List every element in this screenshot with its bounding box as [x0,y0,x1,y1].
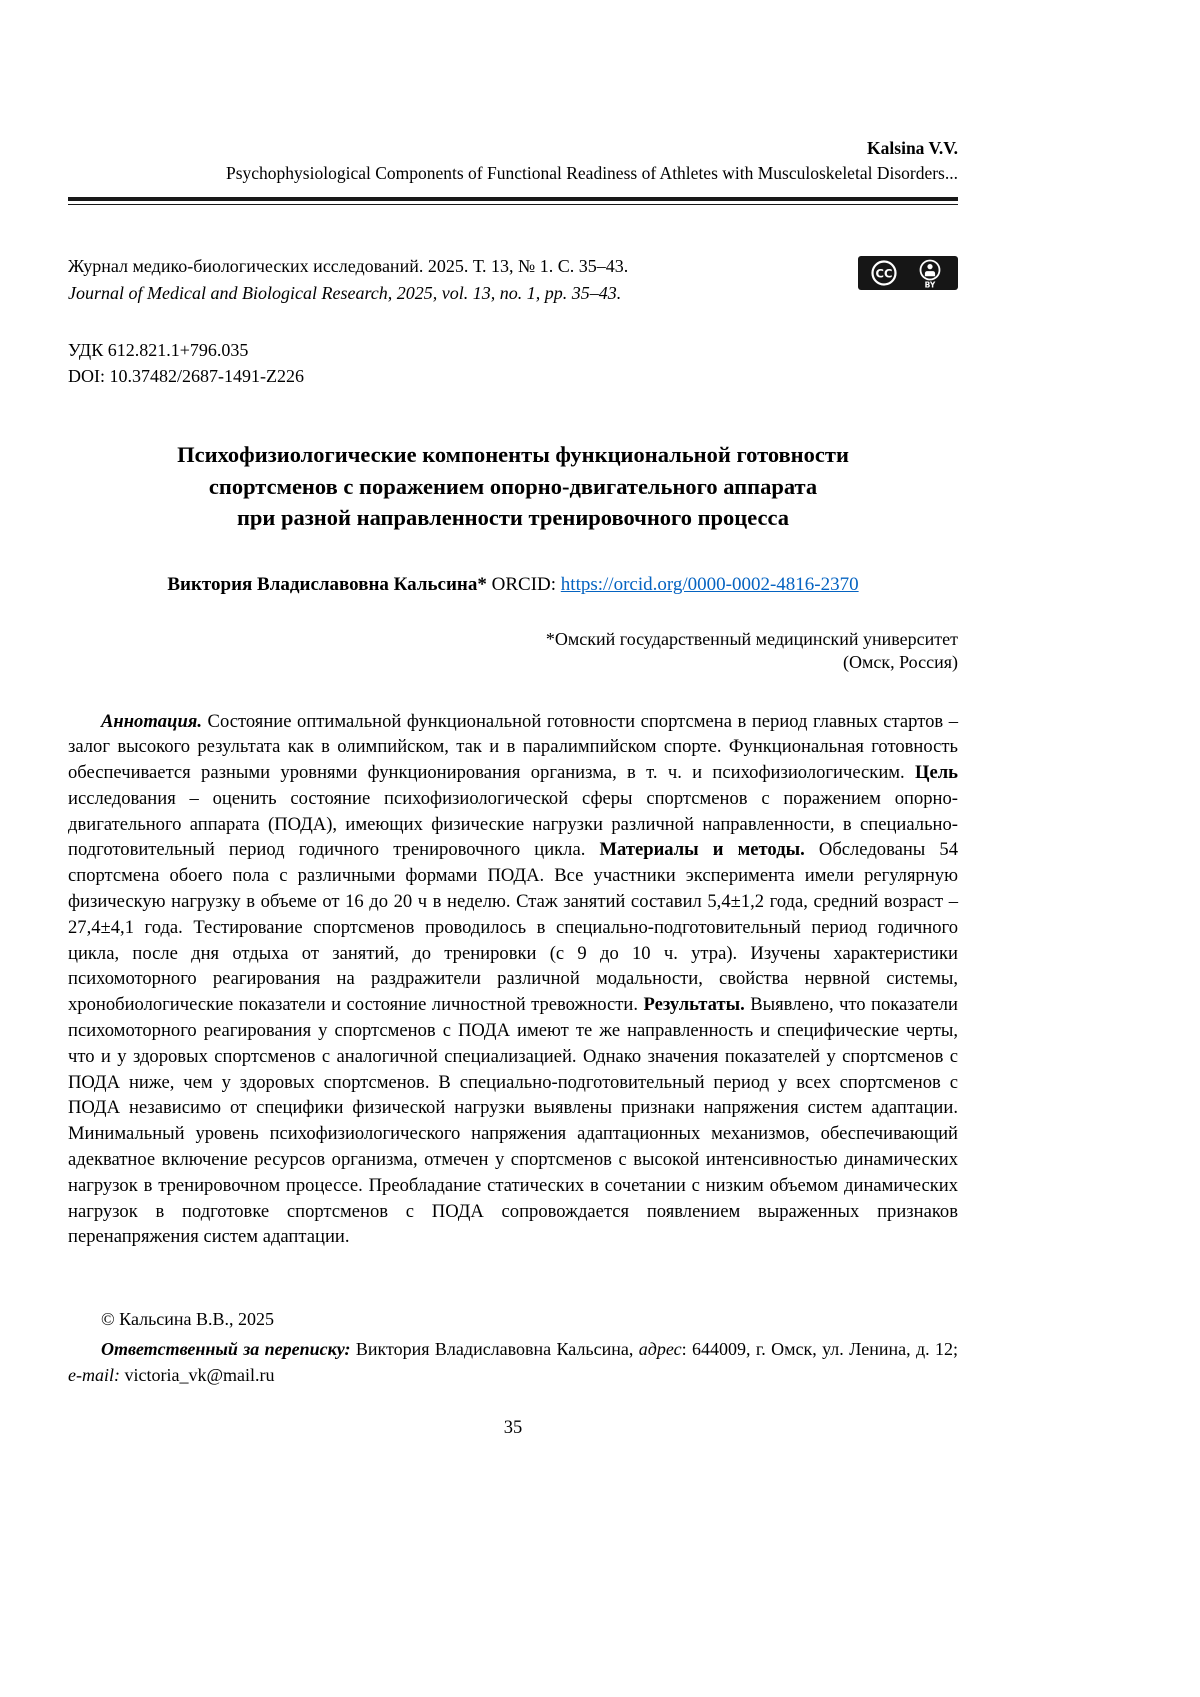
orcid-link[interactable]: https://orcid.org/0000-0002-4816-2370 [560,573,859,595]
cc-by-license-badge [858,256,958,290]
text-run: исследования – оценить состояние психофизиологической сферы спортсменов с поражением опорно-двигательного аппарата (ПОДА), имеющих физические нагрузки различной направленности, в специально-подготовительный период годичного тренировочного цикла. [68,787,958,861]
text-run: ORCID: [486,573,561,595]
citation-ru: Журнал медико-биологических исследований. 2025. Т. 13, № 1. С. 35–43. [68,256,629,276]
text-run: Материалы и методы. [599,839,805,861]
text-run: Аннотация. [101,710,203,732]
text-run: Виктория Владиславовна Кальсина* [167,573,487,595]
udk-line: УДК 612.821.1+796.035 [68,340,249,360]
by-label: BY [924,280,936,290]
text-run: Обследованы 54 спортсмена обоего пола с различными формами ПОДА. Все участники эксперимента имели регулярную физическую нагрузку в объеме от 16 до 20 ч в неделю. Стаж занятий составил 5,4±1,2 года, средний возраст – 27,4±4,1 года. Тестирование спортсменов проводилось в специально-подготовительный период годичного цикла, после дня отдыха от занятий, до тренировки (с 9 до 10 ч. утра). Изучены характеристики психомоторного реагирования на раздражители различной модальности, свойства нервной системы, хронобиологические показатели и состояние личностной тревожности. [68,839,959,1016]
article-first-page [68,0,958,1439]
text-run: Цель [915,762,958,784]
citation-en: Journal of Medical and Biological Research, 2025, vol. 13, no. 1, pp. 35–43. [68,283,622,303]
citation-block [68,253,958,307]
text-run: : 644009, г. Омск, ул. Ленина, д. 12; [681,1339,958,1360]
correspondence-paragraph [68,1336,958,1388]
text-run: Виктория Владиславовна Кальсина, [350,1339,639,1360]
meta-block [68,337,958,389]
text-run: адрес [638,1339,682,1360]
text-run: Ответственный за переписку: [101,1339,351,1360]
affiliation: *Омский государственный медицинский университет (Омск, Россия) [545,628,958,672]
running-head-title: Psychophysiological Components of Functional Readiness of Athletes with Musculoskeletal Disorders... [225,163,958,183]
cc-label: CC [875,266,893,281]
text-run: Выявлено, что показатели психомоторного реагирования у спортсменов с ПОДА имеют те же направленность и специфические черты, что и у здоровых спортсменов с аналогичной специализацией. Однако значения показателей у спортсменов с ПОДА ниже, чем у здоровых спортсменов. В специально-подготовительный период у всех спортсменов с ПОДА независимо от специфики физической нагрузки выявлены признаки напряжения систем адаптации. Минимальный уровень психофизиологического напряжения адаптационных механизмов, обеспечивающий адекватное включение ресурсов организма, отмечен у спортсменов с высокой интенсивностью динамических нагрузок в тренировочном процессе. Преобладание статических в сочетании с низким объемом динамических нагрузок в подготовке спортсменов с ПОДА сопровождается появлением выраженных признаков перенапряжения систем адаптации. [68,994,959,1248]
text-run: victoria_vk@mail.ru [119,1365,275,1386]
text-run: Состояние оптимальной функциональной готовности спортсмена в период главных стартов – залог высокого результата как в олимпийском, так и в паралимпийском спорте. Функциональная готовность обеспечивается разными уровнями функционирования организма, в т. ч. и психофизиологическим. [68,710,958,784]
text-run: e-mail: [68,1365,120,1386]
header-rule-thin [68,204,958,205]
author-line [68,572,958,598]
doi-line: DOI: 10.37482/2687-1491-Z226 [68,366,304,386]
abstract-paragraph [68,709,958,1251]
running-head [68,136,958,186]
header-rule-thick [68,197,958,201]
text-run: Результаты. [643,994,745,1016]
copyright-line: © Кальсина В.В., 2025 [101,1309,275,1330]
running-head-author: Kalsina V.V. [867,138,958,158]
page-number: 35 [503,1418,523,1439]
article-title: Психофизиологические компоненты функциональной готовности спортсменов с поражением опорно-двигательного аппарата при разной направленности тренировочного процесса [177,442,849,530]
